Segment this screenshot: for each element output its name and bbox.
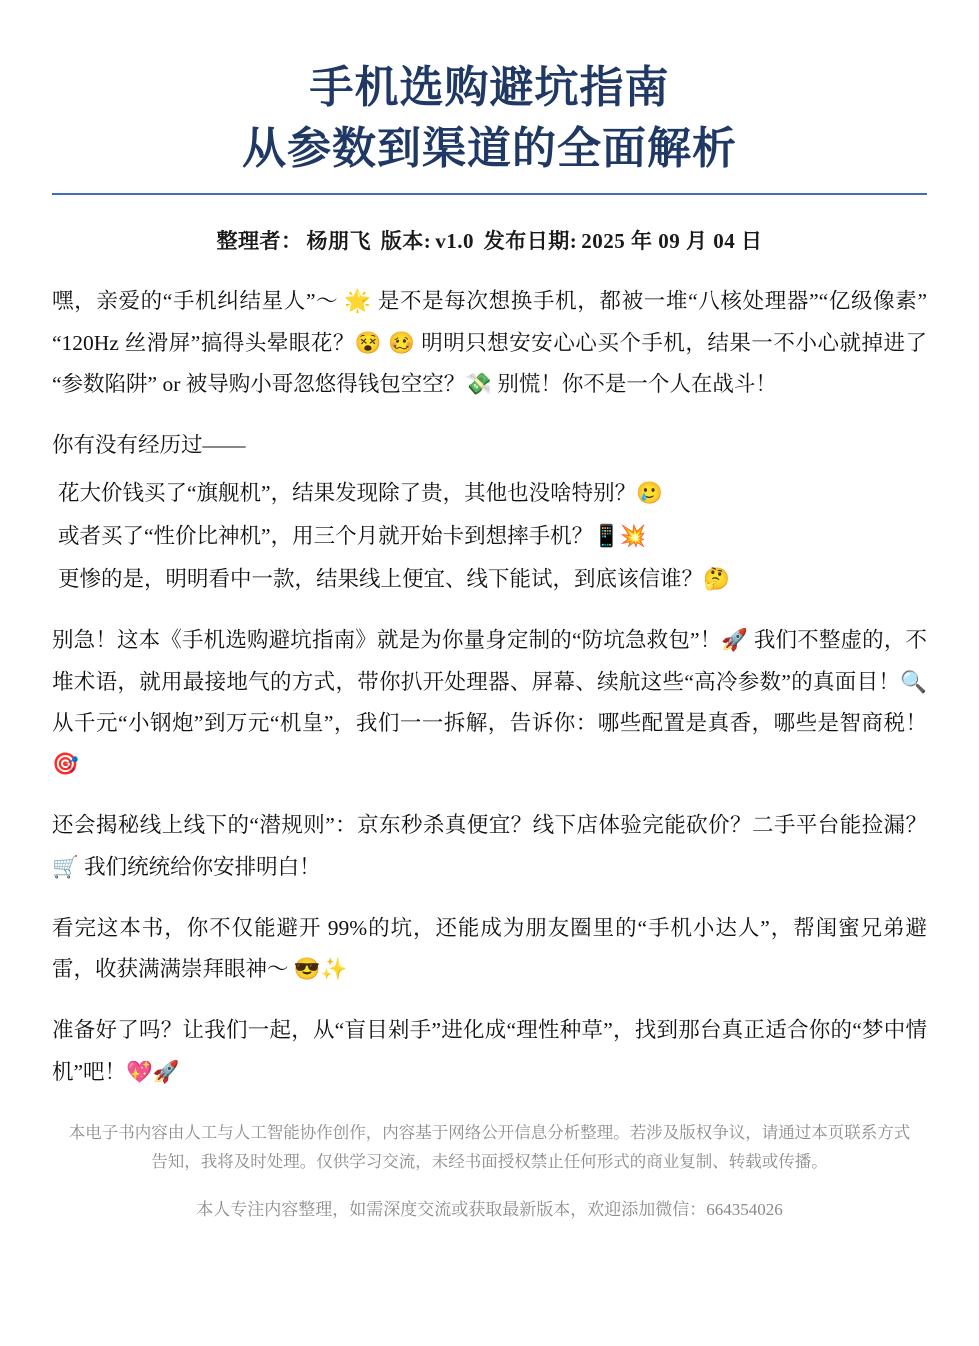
paragraph-experience-lead: 你有没有经历过—— [52, 433, 246, 458]
list-item: 更惨的是，明明看中一款，结果线上便宜、线下能试，到底该信谁？🤔 [58, 567, 730, 592]
meta-date-value: 2025 年 09 月 04 日 [581, 229, 763, 254]
experience-group [52, 425, 927, 600]
document-footer [52, 1119, 927, 1225]
meta-date-label: 发布日期: [483, 229, 578, 254]
meta-version-label: 版本: [380, 229, 432, 254]
meta-editor-name: 杨朋飞 [306, 229, 371, 254]
paragraph-intro: 嘿，亲爱的“手机纠结星人”～ 🌟 是不是每次想换手机，都被一堆“八核处理器”“亿级像素”“120Hz 丝滑屏”搞得头晕眼花？😵 🥴 明明只想安安心心买个手机，结果一不小心就掉进了“参数陷阱” or 被导购小哥忽悠得钱包空空？💸 别慌！你不是一个人在战斗！ [52, 289, 927, 396]
meta-version-value: v1.0 [435, 229, 474, 254]
footer-disclaimer: 本电子书内容由人工与人工智能协作创作，内容基于网络公开信息分析整理。若涉及版权争议，请通过本页联系方式告知，我将及时处理。仅供学习交流，未经书面授权禁止任何形式的商业复制、转载或传播。 [68, 1122, 911, 1171]
paragraph-benefit: 看完这本书，你不仅能避开 99%的坑，还能成为朋友圈里的“手机小达人”，帮闺蜜兄弟避雷，收获满满崇拜眼神～ 😎✨ [52, 915, 927, 982]
paragraph-closing: 准备好了吗？让我们一起，从“盲目剁手”进化成“理性种草”，找到那台真正适合你的“梦中情机”吧！💖🚀 [52, 1018, 927, 1084]
page-title-line-1: 手机选购避坑指南 [309, 63, 670, 112]
meta-editor-label: 整理者： [216, 229, 303, 254]
footer-contact: 本人专注内容整理，如需深度交流或获取最新版本，欢迎添加微信：664354026 [196, 1199, 783, 1219]
page-title-line-2: 从参数到渠道的全面解析 [242, 123, 737, 173]
paragraph-pitch: 别急！这本《手机选购避坑指南》就是为你量身定制的“防坑急救包”！🚀 我们不整虚的，不堆术语，就用最接地气的方式，带你扒开处理器、屏幕、续航这些“高冷参数”的真面目！🔍 从千元“小钢炮”到万元“机皇”，我们一一拆解，告诉你：哪些配置是真香，哪些是智商税！🎯 [52, 628, 927, 777]
document-meta [52, 225, 927, 255]
paragraph-channels: 还会揭秘线上线下的“潜规则”：京东秒杀真便宜？线下店体验完能砍价？二手平台能捡漏？🛒 我们统统给你安排明白！ [52, 813, 927, 879]
list-item: 或者买了“性价比神机”，用三个月就开始卡到想摔手机？📱💥 [58, 523, 647, 548]
title-block [52, 58, 927, 195]
list-item: 花大价钱买了“旗舰机”，结果发现除了贵，其他也没啥特别？🥲 [58, 480, 663, 505]
